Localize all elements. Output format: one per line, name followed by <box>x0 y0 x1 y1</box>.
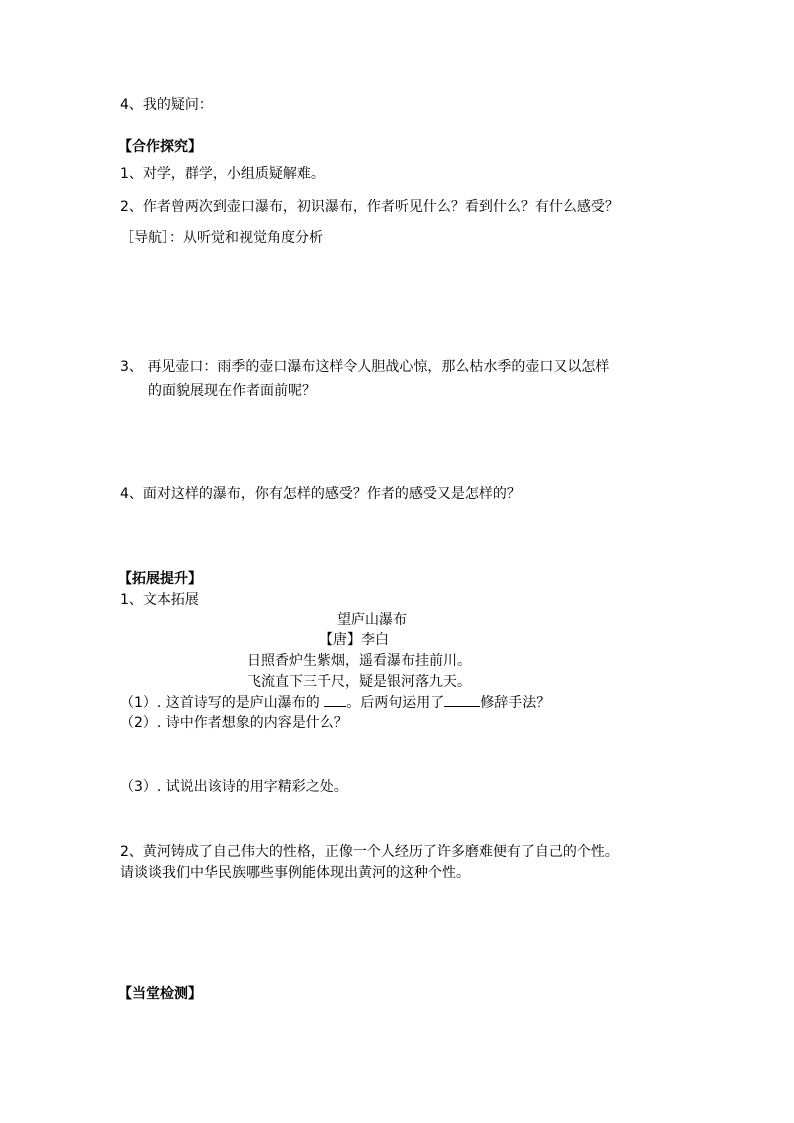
cooperate-item-2: 2、作者曾两次到壶口瀑布，初识瀑布，作者听见什么？看到什么？有什么感受？ <box>120 199 619 215</box>
poem-question-2: （2）. 诗中作者想象的内容是什么？ <box>120 715 348 731</box>
poem-question-3: （3）. 试说出该诗的用字精彩之处。 <box>120 779 348 795</box>
poem-question-1 <box>120 692 550 713</box>
answer-blank-1[interactable] <box>324 692 346 707</box>
poem-question-1-text-a: （1）. 这首诗写的是庐山瀑布的 <box>120 695 325 711</box>
extend-item-2-line-1: 2、黄河铸成了自己伟大的性格，正像一个人经历了许多磨难便有了自己的个性。 <box>120 844 619 860</box>
poem-title: 望庐山瀑布 <box>337 612 407 628</box>
poem-question-1-text-c: 修辞手法？ <box>480 695 551 711</box>
question-my-doubt: 4、我的疑问： <box>120 97 213 113</box>
section-heading-test: 【当堂检测】 <box>118 986 202 1002</box>
poem-line-2: 飞流直下三千尺，疑是银河落九天。 <box>247 674 471 690</box>
poem-line-1: 日照香炉生紫烟，遥看瀑布挂前川。 <box>247 653 471 669</box>
poem-author: 【唐】李白 <box>319 632 389 648</box>
cooperate-item-1: 1、对学，群学，小组质疑解难。 <box>120 166 325 182</box>
answer-blank-2[interactable] <box>444 692 480 707</box>
cooperate-item-2-navigation: ［导航］：从听觉和视觉角度分析 <box>120 230 323 246</box>
section-heading-extend: 【拓展提升】 <box>118 571 202 587</box>
extend-item-2-line-2: 请谈谈我们中华民族哪些事例能体现出黄河的这种个性。 <box>120 865 470 881</box>
cooperate-item-3-line-1: 3、 再见壶口：雨季的壶口瀑布这样令人胆战心惊，那么枯水季的壶口又以怎样 <box>120 359 610 375</box>
poem-question-1-text-b: 。后两句运用了 <box>346 695 445 711</box>
cooperate-item-3-line-2: 的面貌展现在作者面前呢？ <box>148 383 316 399</box>
cooperate-item-4: 4、面对这样的瀑布，你有怎样的感受？作者的感受又是怎样的？ <box>120 486 521 502</box>
extend-item-1: 1、文本拓展 <box>120 592 199 608</box>
section-heading-cooperate: 【合作探究】 <box>118 139 202 155</box>
